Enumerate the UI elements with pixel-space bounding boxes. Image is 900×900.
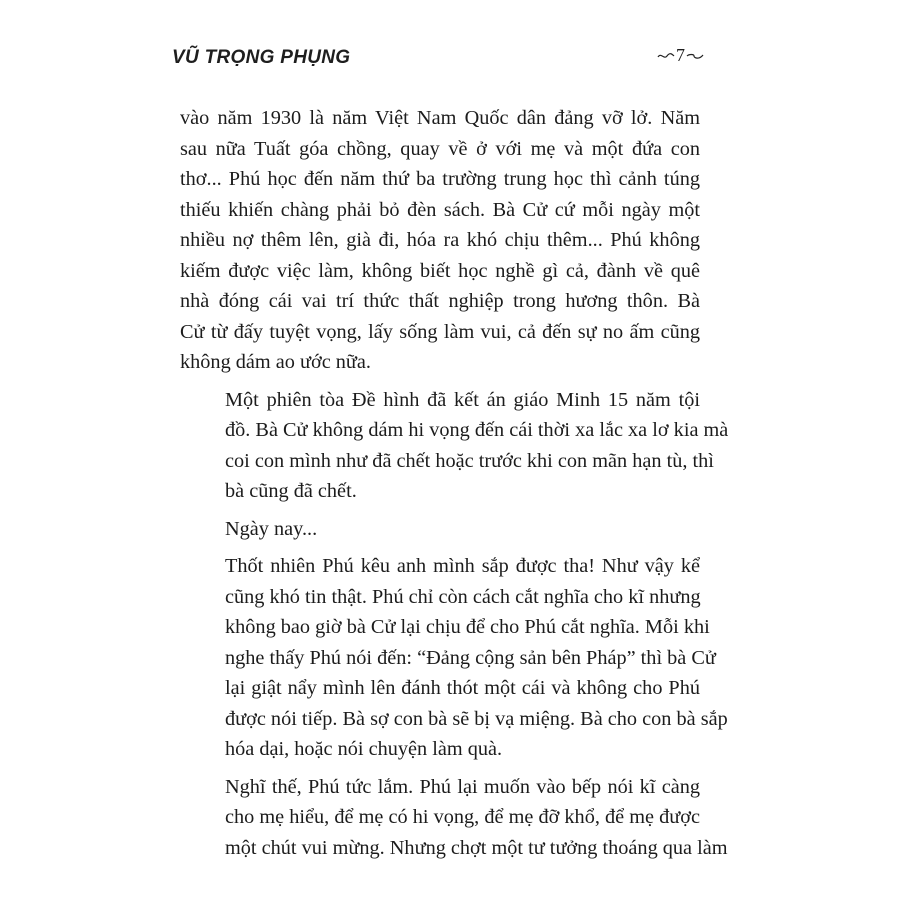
text-line: không bao giờ bà Cử lại chịu để cho Phú cắt nghĩa. Mỗi khi <box>225 616 710 638</box>
paragraph <box>180 514 700 545</box>
text-line: nhiều nợ thêm lên, già đi, hóa ra khó chịu thêm... Phú không <box>180 229 700 251</box>
text-line: vào năm 1930 là năm Việt Nam Quốc dân đảng vỡ lở. Năm <box>180 107 700 129</box>
text-line: đồ. Bà Cử không dám hi vọng đến cái thời xa lắc xa lơ kia mà <box>225 419 729 441</box>
text-line: Nghĩ thế, Phú tức lắm. Phú lại muốn vào bếp nói kĩ càng <box>225 775 700 798</box>
text-line: được nói tiếp. Bà sợ con bà sẽ bị vạ miệng. Bà cho con bà sắp <box>225 707 728 730</box>
text-line: không dám ao ước nữa. <box>180 351 371 373</box>
text-line: hóa dại, hoặc nói chuyện làm quà. <box>225 738 503 760</box>
text-line: kiếm được việc làm, không biết học nghề gì cả, đành về quê <box>180 259 700 282</box>
text-line: Cử từ đấy tuyệt vọng, lấy sống làm vui, cả đến sự no ấm cũng <box>180 320 700 343</box>
paragraph <box>180 772 728 864</box>
paragraph <box>180 103 700 378</box>
text-line: nhà đóng cái vai trí thức thất nghiệp trong hương thôn. Bà <box>180 290 700 312</box>
text-line: Thốt nhiên Phú kêu anh mình sắp được tha! Như vậy kể <box>225 555 700 577</box>
paragraph <box>180 385 729 507</box>
text-line: lại giật nẩy mình lên đánh thót một cái và không cho Phú <box>225 677 700 699</box>
body-text <box>180 103 729 870</box>
running-title: VŨ TRỌNG PHỤNG <box>172 47 351 68</box>
text-line: nghe thấy Phú nói đến: “Đảng cộng sản bên Pháp” thì bà Cử <box>225 646 716 669</box>
text-line: một chút vui mừng. Nhưng chợt một tư tưởng thoáng qua làm <box>225 836 728 859</box>
left-swash-ornament-icon <box>657 51 675 61</box>
text-line: Một phiên tòa Đề hình đã kết án giáo Minh 15 năm tội <box>225 388 700 411</box>
text-line: thơ... Phú học đến năm thứ ba trường trung học thì cảnh túng <box>180 168 700 190</box>
text-line: coi con mình như đã chết hoặc trước khi con mãn hạn tù, thì <box>225 449 714 472</box>
text-line: cho mẹ hiểu, để mẹ có hi vọng, để mẹ đỡ khổ, để mẹ được <box>225 806 700 828</box>
paragraph <box>180 551 728 765</box>
text-line: sau nữa Tuất góa chồng, quay về ở với mẹ và một đứa con <box>180 137 700 160</box>
right-swash-ornament-icon <box>686 51 704 61</box>
text-line: bà cũng đã chết. <box>225 480 357 502</box>
text-line: Ngày nay... <box>225 517 318 540</box>
text-line: cũng khó tin thật. Phú chỉ còn cách cắt nghĩa cho kĩ nhưng <box>225 585 701 608</box>
page-number-folio <box>657 45 704 66</box>
page-number: 7 <box>676 45 685 65</box>
text-line: thiếu khiến chàng phải bỏ đèn sách. Bà Cử cứ mỗi ngày một <box>180 198 700 221</box>
